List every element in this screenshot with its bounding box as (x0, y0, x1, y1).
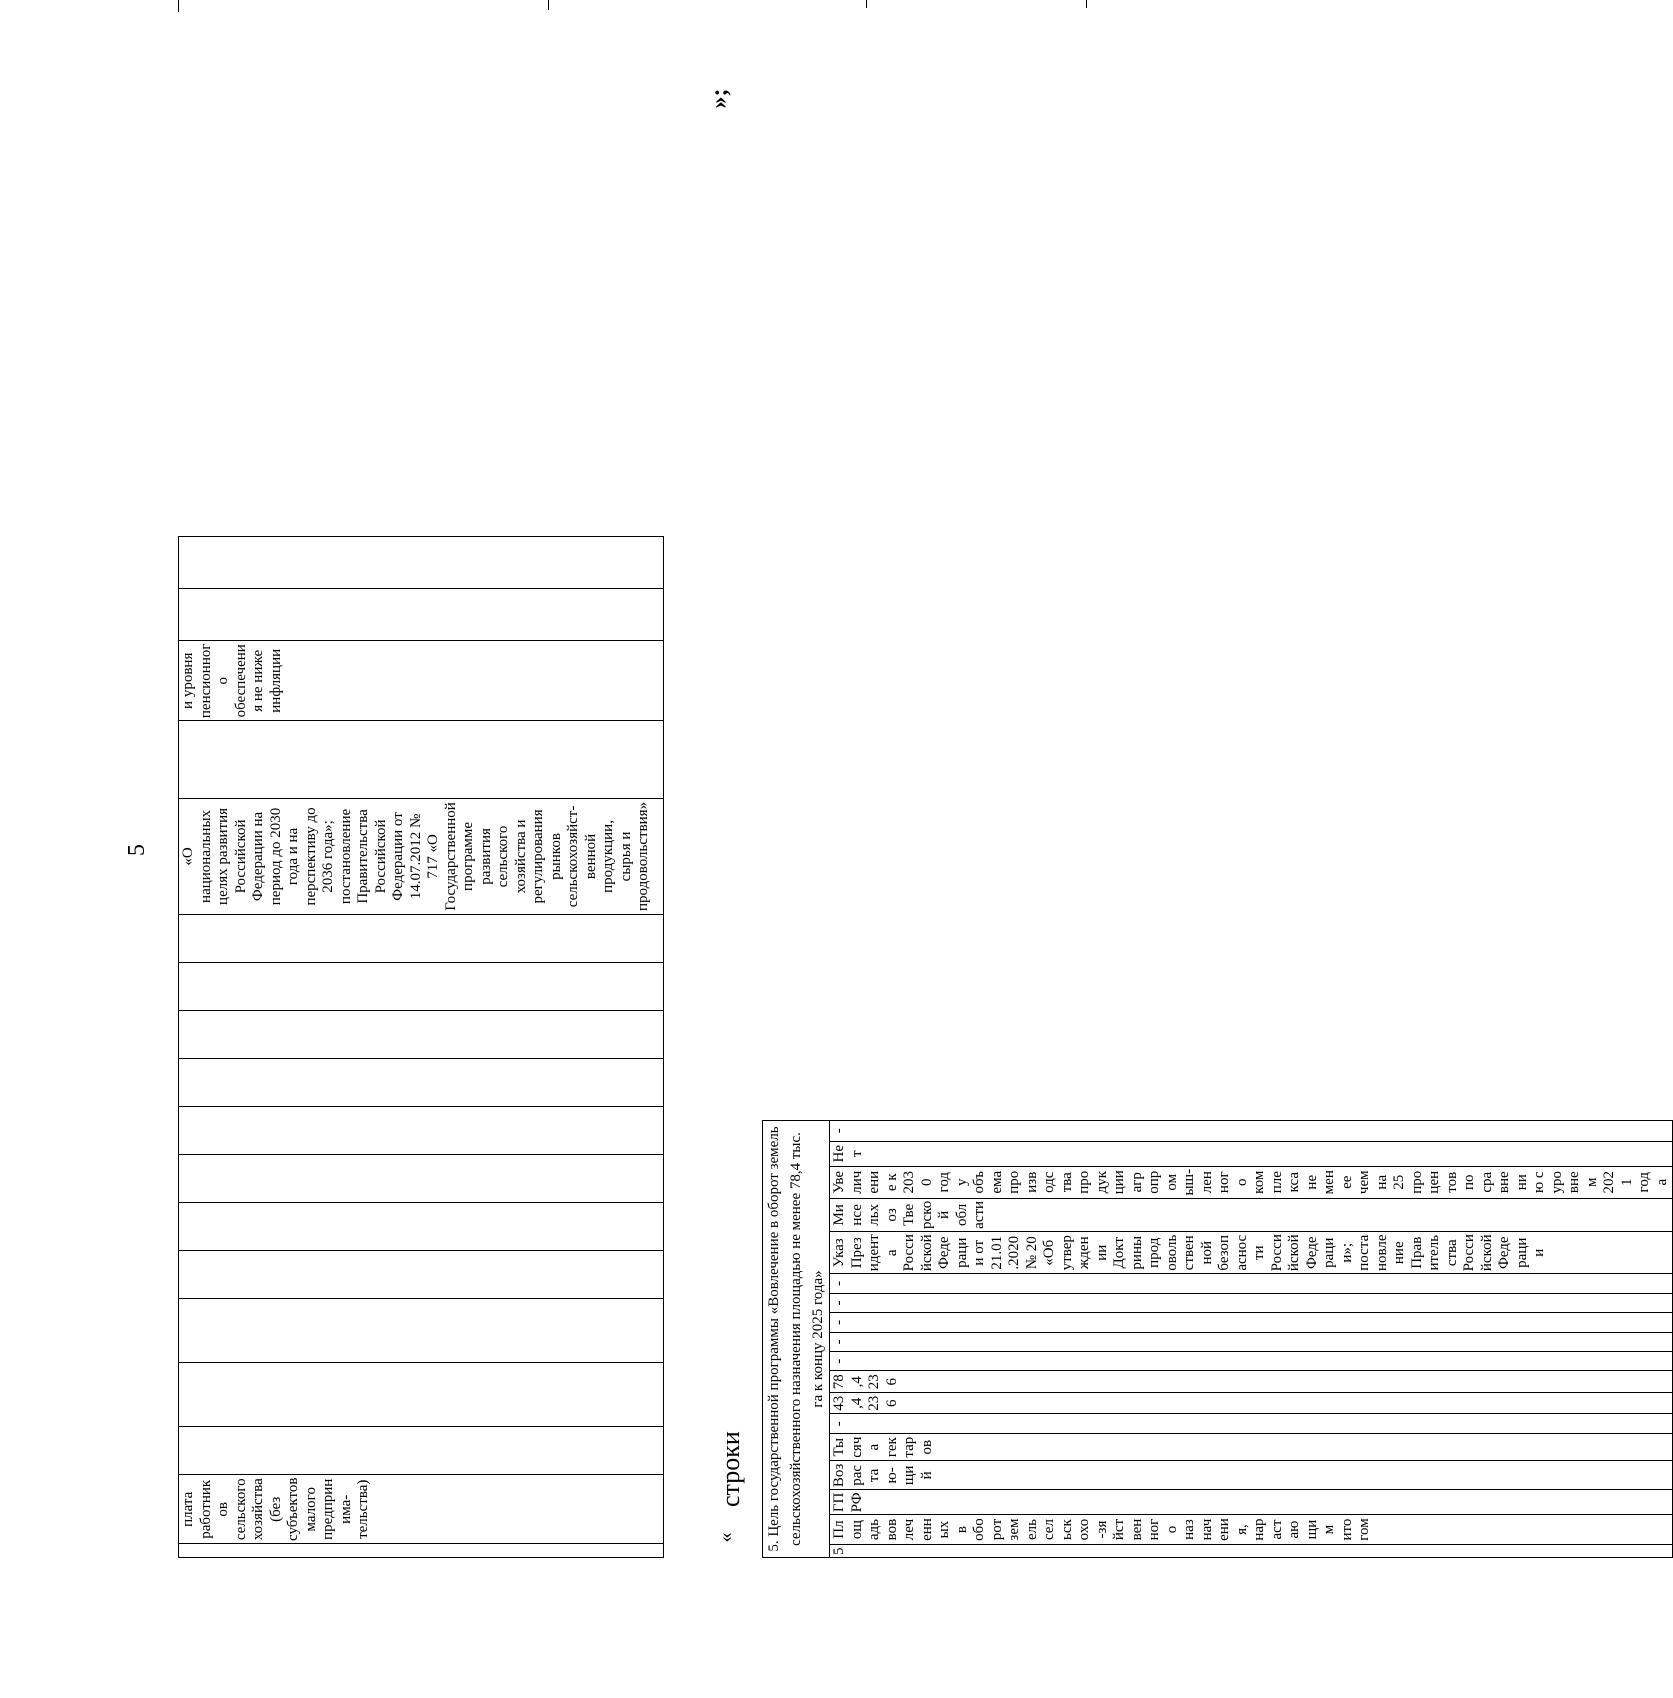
table-header-row (763, 1121, 830, 1558)
page-number: 5 (124, 844, 150, 856)
top-table (178, 536, 664, 1558)
table-cell: 78,4236 (830, 1371, 1673, 1393)
table-cell: и уровня пенсионного обеспечения не ниже инфляции (179, 641, 664, 721)
table-cell: Увеличение к 2030 году объема производства продукции агропромыш-ленного комплекса не менее чем на 25 процентов по сравнению с уровнем 2021 года (830, 1166, 1673, 1198)
bottom-table (762, 1120, 1673, 1558)
top-table-wrapper (178, 536, 664, 1558)
table-cell (179, 1544, 664, 1558)
table-cell: - (830, 1121, 1673, 1142)
table-row (830, 1121, 1673, 1558)
table-cell (179, 1427, 664, 1475)
page-edge-mark (866, 0, 867, 8)
table-cell (179, 914, 664, 962)
table-cell (179, 1106, 664, 1154)
opening-quote: « (714, 1532, 737, 1543)
table-cell (179, 1363, 664, 1427)
table-cell (179, 1250, 664, 1298)
section-header: 5. Цель государственной программы «Вовлечение в оборот земель сельскохозяйственного назначения площадью не менее 78,4 тыс. га к концу 2025 года» (763, 1121, 830, 1558)
row-number: 5 (830, 1544, 1673, 1557)
table-cell: Возрастаю-щий (830, 1461, 1673, 1490)
table-cell: Нет (830, 1141, 1673, 1166)
table-cell: плата работников сельского хозяйства (без субъектов малого предпринима-тельства) (179, 1475, 664, 1544)
table-cell: Указ Президента Российской Федерации от 21.01.2020 № 20 «Об утверждении Доктрины продовольственной безопасности Российской Федерации»; постановление Правительства Российской Федерации (830, 1232, 1673, 1274)
stroki-label: строки (716, 1431, 745, 1507)
table-cell (179, 589, 664, 641)
page-edge-mark (548, 0, 549, 10)
table-cell (179, 1298, 664, 1362)
table-cell: Тысяча гектаров (830, 1433, 1673, 1461)
page-edge-mark (1086, 0, 1087, 8)
table-cell: Минсельхоз Тверской области (830, 1198, 1673, 1232)
table-cell (179, 1154, 664, 1202)
table-cell: - (830, 1313, 1673, 1332)
table-row (179, 537, 664, 1558)
table-cell (179, 537, 664, 589)
table-cell (179, 1010, 664, 1058)
table-cell: - (830, 1293, 1673, 1312)
table-cell: ГП РФ (830, 1490, 1673, 1515)
table-cell (179, 1202, 664, 1250)
table-cell: - (830, 1274, 1673, 1293)
table-cell: Площадь вовлеченных в оборот земель сельскохо-зяйственного назначения, нарастающим итогом (830, 1515, 1673, 1544)
page-edge-mark (178, 0, 179, 12)
bottom-table-wrapper (762, 1120, 1673, 1558)
table-cell: - (830, 1352, 1673, 1371)
table-cell: - (830, 1332, 1673, 1351)
table-cell: «О национальных целях развития Российской Федерации на период до 2030 года и на перспективу до 2036 года»; постановление Правительства Российской Федерации от 14.07.2012 № 717 «О Государственной программе развития сельского хозяйства и регулирования рынков сельскохозяйст-венной продукции, сырья и продовольствия» (179, 799, 664, 914)
table-cell (179, 1058, 664, 1106)
table-cell (179, 962, 664, 1010)
table-cell: 43,4236 (830, 1392, 1673, 1414)
closing-quote: »; (706, 88, 733, 109)
table-cell (179, 721, 664, 799)
table-cell: - (830, 1414, 1673, 1433)
